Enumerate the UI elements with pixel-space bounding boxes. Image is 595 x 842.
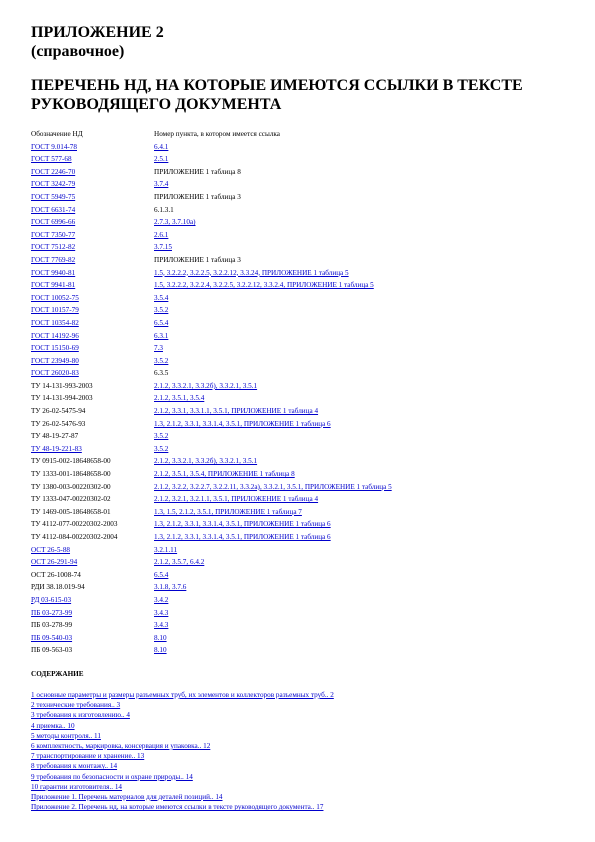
reference-cell <box>154 569 392 582</box>
reference-link[interactable]: 2.1.2, 3.3.2.1, 3.3.2б), 3.3.2.1, 3.5.1 <box>154 381 258 390</box>
designation-link[interactable]: ГОСТ 10354-82 <box>31 318 79 327</box>
table-row <box>31 418 392 431</box>
toc-link[interactable]: 5 методы контроля.. 11 <box>31 731 101 740</box>
reference-link[interactable]: 3.5.2 <box>154 444 169 453</box>
reference-link[interactable]: 3.4.3 <box>154 621 169 630</box>
table-row <box>31 279 392 292</box>
toc-item <box>31 721 334 731</box>
reference-cell <box>154 531 392 544</box>
designation-cell <box>31 506 154 519</box>
toc-link[interactable]: Приложение 2. Перечень нд, на которые имеются ссылки в тексте руководящего документа.. 17 <box>31 803 324 812</box>
reference-cell <box>154 141 392 154</box>
designation-text: ТУ 26-02-5476-93 <box>31 419 86 428</box>
reference-cell <box>154 241 392 254</box>
designation-link[interactable]: ОСТ 26-291-94 <box>31 558 78 567</box>
table-row <box>31 430 392 443</box>
designation-text: ТУ 4112-084-00220302-2004 <box>31 533 118 541</box>
designation-cell <box>31 254 154 267</box>
toc-link[interactable]: 2 технические требования.. 3 <box>31 701 121 710</box>
designation-cell <box>31 178 154 191</box>
toc-link[interactable]: Приложение 1. Перечень материалов для деталей позиций.. 14 <box>31 792 223 801</box>
table-row <box>31 292 392 305</box>
table-row <box>31 644 392 657</box>
designation-cell <box>31 405 154 418</box>
reference-link[interactable]: 2.1.2, 3.3.2.1, 3.3.2б), 3.3.2.1, 3.5.1 <box>154 457 258 466</box>
designation-cell <box>31 191 154 204</box>
designation-link[interactable]: ПБ 09-540-03 <box>31 633 73 642</box>
designation-link[interactable]: ГОСТ 6631-74 <box>31 205 76 214</box>
reference-cell <box>154 304 392 317</box>
reference-link[interactable]: 3.7.15 <box>154 243 172 252</box>
reference-link[interactable]: 3.5.2 <box>154 356 169 365</box>
table-row <box>31 380 392 393</box>
designation-link[interactable]: ГОСТ 23949-80 <box>31 356 79 365</box>
reference-cell <box>154 506 392 519</box>
table-row <box>31 267 392 280</box>
toc-link[interactable]: 3 требования к изготовлению.. 4 <box>31 711 130 720</box>
table-row <box>31 481 392 494</box>
designation-cell <box>31 430 154 443</box>
designation-link[interactable]: ГОСТ 9941-81 <box>31 281 76 290</box>
column-header-reference: Номер пункта, в котором имеется ссылка <box>154 130 280 138</box>
designation-cell <box>31 367 154 380</box>
reference-cell <box>154 468 392 481</box>
designation-cell <box>31 581 154 594</box>
table-row <box>31 544 392 557</box>
toc-item <box>31 761 334 771</box>
contents-title: СОДЕРЖАНИЕ <box>31 670 84 678</box>
table-row <box>31 367 392 380</box>
reference-text: ПРИЛОЖЕНИЕ 1 таблица 3 <box>154 192 241 201</box>
toc-item <box>31 710 334 720</box>
toc-item <box>31 772 334 782</box>
designation-text: ОСТ 26-1008-74 <box>31 570 81 579</box>
reference-cell <box>154 153 392 166</box>
designation-link[interactable]: ПБ 03-273-99 <box>31 608 73 617</box>
designation-link[interactable]: ГОСТ 3242-79 <box>31 180 76 189</box>
table-row <box>31 594 392 607</box>
designation-cell <box>31 166 154 179</box>
designation-cell <box>31 392 154 405</box>
table-row <box>31 254 392 267</box>
designation-cell <box>31 607 154 620</box>
table-row <box>31 607 392 620</box>
designation-text: РДИ 38.18.019-94 <box>31 583 85 592</box>
designation-cell <box>31 619 154 632</box>
table-row <box>31 216 392 229</box>
table-row <box>31 317 392 330</box>
toc-link[interactable]: 8 требования к монтажу.. 14 <box>31 762 118 771</box>
reference-cell <box>154 367 392 380</box>
designation-text: ТУ 14-131-993-2003 <box>31 381 93 390</box>
reference-link[interactable]: 3.5.2 <box>154 432 169 441</box>
designation-cell <box>31 493 154 506</box>
reference-cell <box>154 229 392 242</box>
designation-link[interactable]: ГОСТ 9940-81 <box>31 268 76 277</box>
reference-cell <box>154 443 392 456</box>
table-row <box>31 204 392 217</box>
designation-cell <box>31 292 154 305</box>
table-row <box>31 191 392 204</box>
table-row <box>31 355 392 368</box>
table-row <box>31 330 392 343</box>
designation-cell <box>31 632 154 645</box>
table-row <box>31 493 392 506</box>
reference-link[interactable]: 2.1.2, 3.5.7, 6.4.2 <box>154 558 205 567</box>
designation-cell <box>31 544 154 557</box>
designation-cell <box>31 304 154 317</box>
designation-cell <box>31 556 154 569</box>
reference-cell <box>154 619 392 632</box>
reference-link[interactable]: 3.7.4 <box>154 180 169 189</box>
designation-text: ТУ 14-131-994-2003 <box>31 394 93 403</box>
reference-cell <box>154 594 392 607</box>
designation-cell <box>31 204 154 217</box>
reference-cell <box>154 418 392 431</box>
designation-link[interactable]: ГОСТ 26020-83 <box>31 369 79 378</box>
designation-cell <box>31 216 154 229</box>
table-row <box>31 405 392 418</box>
reference-cell <box>154 317 392 330</box>
reference-link[interactable]: 3.1.8, 3.7.6 <box>154 583 187 592</box>
table-of-contents <box>31 690 334 812</box>
designation-text: ТУ 4112-077-00220302-2003 <box>31 520 118 529</box>
reference-cell <box>154 481 392 494</box>
reference-text: ПРИЛОЖЕНИЕ 1 таблица 8 <box>154 167 241 176</box>
reference-link[interactable]: 1.3, 2.1.2, 3.3.1, 3.3.1.4, 3.5.1, ПРИЛОЖЕНИЕ 1 таблица 6 <box>154 520 331 529</box>
designation-link[interactable]: ГОСТ 10052-75 <box>31 293 79 302</box>
reference-link[interactable]: 1.5, 3.2.2.2, 3.2.2.4, 3.2.2.5, 3.2.2.12, 3.3.2.4, ПРИЛОЖЕНИЕ 1 таблица 5 <box>154 281 374 290</box>
reference-link[interactable]: 2.7.3, 3.7.10а) <box>154 218 196 227</box>
table-row <box>31 342 392 355</box>
reference-link[interactable]: 3.2.1.11 <box>154 545 178 554</box>
reference-cell <box>154 392 392 405</box>
toc-item <box>31 751 334 761</box>
toc-item <box>31 802 334 812</box>
designation-link[interactable]: РД 03-615-03 <box>31 595 72 604</box>
reference-cell <box>154 581 392 594</box>
designation-cell <box>31 153 154 166</box>
designation-link[interactable]: ГОСТ 9.014-78 <box>31 142 77 151</box>
reference-cell <box>154 644 392 657</box>
reference-cell <box>154 191 392 204</box>
designation-link[interactable]: ОСТ 26-5-88 <box>31 545 71 554</box>
designation-cell <box>31 342 154 355</box>
reference-link[interactable]: 1.3, 2.1.2, 3.3.1, 3.3.1.4, 3.5.1, ПРИЛОЖЕНИЕ 1 таблица 6 <box>154 419 331 428</box>
reference-cell <box>154 607 392 620</box>
table-row <box>31 569 392 582</box>
designation-cell <box>31 317 154 330</box>
reference-link[interactable]: 6.3.1 <box>154 331 169 340</box>
designation-cell <box>31 644 154 657</box>
reference-link[interactable]: 6.5.4 <box>154 570 169 579</box>
reference-link[interactable]: 1.3, 2.1.2, 3.3.1, 3.3.1.4, 3.5.1, ПРИЛОЖЕНИЕ 1 таблица 6 <box>154 533 331 541</box>
designation-cell <box>31 455 154 468</box>
table-row <box>31 531 392 544</box>
designation-text: ПБ 03-278-99 <box>31 621 73 630</box>
toc-link[interactable]: 9 требования по безопасности и охране природы.. 14 <box>31 772 193 781</box>
reference-link[interactable]: 1.5, 3.2.2.2, 3.2.2.5, 3.2.2.12, 3.3.24, ПРИЛОЖЕНИЕ 1 таблица 5 <box>154 268 349 277</box>
reference-link[interactable]: 2.1.2, 3.3.1, 3.3.1.1, 3.5.1, ПРИЛОЖЕНИЕ 1 таблица 4 <box>154 407 319 416</box>
designation-cell <box>31 443 154 456</box>
toc-item <box>31 741 334 751</box>
appendix-subheading: (справочное) <box>31 43 125 60</box>
reference-link[interactable]: 2.1.2, 3.2.2, 3.2.2.7, 3.2.2.11, 3.3.2а), 3.3.2.1, 3.5.1, ПРИЛОЖЕНИЕ 1 таблица 5 <box>154 482 392 491</box>
designation-text: ТУ 0915-002-18648658-00 <box>31 457 111 466</box>
toc-link[interactable]: 7 транспортирование и хранение.. 13 <box>31 752 145 761</box>
toc-link[interactable]: 1 основные параметры и размеры разъемных труб, их элементов и коллекторов разъемных труб.. 2 <box>31 691 334 699</box>
designation-cell <box>31 594 154 607</box>
reference-cell <box>154 632 392 645</box>
designation-link[interactable]: ГОСТ 7350-77 <box>31 230 76 239</box>
toc-item <box>31 731 334 741</box>
reference-cell <box>154 292 392 305</box>
reference-cell <box>154 430 392 443</box>
designation-text: ТУ 1380-003-00220302-00 <box>31 482 111 491</box>
reference-link[interactable]: 1.3, 1.5, 2.1.2, 3.5.1, ПРИЛОЖЕНИЕ 1 таблица 7 <box>154 507 302 516</box>
reference-cell <box>154 342 392 355</box>
reference-cell <box>154 405 392 418</box>
reference-cell <box>154 178 392 191</box>
table-row <box>31 304 392 317</box>
reference-link[interactable]: 8.10 <box>154 633 167 642</box>
designation-cell <box>31 531 154 544</box>
designation-link[interactable]: ТУ 48-19-221-83 <box>31 444 82 453</box>
table-row <box>31 141 392 154</box>
reference-link[interactable]: 3.5.2 <box>154 306 169 315</box>
table-row <box>31 468 392 481</box>
reference-link[interactable]: 2.1.2, 3.5.1, 3.5.4, ПРИЛОЖЕНИЕ 1 таблица 8 <box>154 470 295 479</box>
designation-text: ТУ 48-19-27-87 <box>31 432 79 441</box>
table-row <box>31 241 392 254</box>
designation-cell <box>31 569 154 582</box>
reference-link[interactable]: 3.4.2 <box>154 595 169 604</box>
reference-cell <box>154 493 392 506</box>
reference-cell <box>154 279 392 292</box>
toc-link[interactable]: 10 гарантии изготовителя.. 14 <box>31 782 123 791</box>
reference-cell <box>154 330 392 343</box>
designation-link[interactable]: ГОСТ 2246-70 <box>31 167 76 176</box>
designation-text: ТУ 1333-047-00220302-02 <box>31 495 111 504</box>
reference-link[interactable]: 2.1.2, 3.2.1, 3.2.1.1, 3.5.1, ПРИЛОЖЕНИЕ 1 таблица 4 <box>154 495 319 504</box>
references-table <box>31 128 392 657</box>
designation-cell <box>31 241 154 254</box>
designation-cell <box>31 141 154 154</box>
table-row <box>31 392 392 405</box>
appendix-heading: ПРИЛОЖЕНИЕ 2 <box>31 24 164 41</box>
reference-link[interactable]: 2.1.2, 3.5.1, 3.5.4 <box>154 394 205 403</box>
reference-cell <box>154 355 392 368</box>
designation-link[interactable]: ГОСТ 14192-96 <box>31 331 79 340</box>
table-row <box>31 518 392 531</box>
reference-cell <box>154 455 392 468</box>
table-row <box>31 619 392 632</box>
reference-link[interactable]: 8.10 <box>154 646 167 655</box>
table-row <box>31 166 392 179</box>
designation-cell <box>31 330 154 343</box>
table-row <box>31 506 392 519</box>
table-row <box>31 443 392 456</box>
toc-item <box>31 782 334 792</box>
reference-link[interactable]: 2.6.1 <box>154 230 169 239</box>
table-header-row <box>31 128 392 141</box>
table-row <box>31 455 392 468</box>
reference-text: 6.1.3.1 <box>154 205 174 214</box>
designation-text: ТУ 26-02-5475-94 <box>31 407 86 416</box>
reference-cell <box>154 254 392 267</box>
table-row <box>31 153 392 166</box>
designation-cell <box>31 418 154 431</box>
reference-cell <box>154 267 392 280</box>
table-row <box>31 581 392 594</box>
reference-cell <box>154 544 392 557</box>
reference-link[interactable]: 3.4.3 <box>154 608 169 617</box>
column-header-designation: Обозначение НД <box>31 130 83 138</box>
toc-link[interactable]: 6 комплектность, маркировка, консервация и упаковка.. 12 <box>31 741 211 750</box>
designation-text: ТУ 1469-005-18648658-01 <box>31 507 111 516</box>
table-row <box>31 632 392 645</box>
designation-cell <box>31 468 154 481</box>
document-title: ПЕРЕЧЕНЬ НД, НА КОТОРЫЕ ИМЕЮТСЯ ССЫЛКИ В ТЕКСТЕ РУКОВОДЯЩЕГО ДОКУМЕНТА <box>31 77 523 113</box>
designation-cell <box>31 279 154 292</box>
toc-item <box>31 700 334 710</box>
reference-text: 6.3.5 <box>154 369 169 378</box>
reference-cell <box>154 216 392 229</box>
reference-cell <box>154 380 392 393</box>
designation-link[interactable]: ГОСТ 577-68 <box>31 155 72 164</box>
designation-cell <box>31 267 154 280</box>
designation-cell <box>31 518 154 531</box>
designation-cell <box>31 355 154 368</box>
reference-link[interactable]: 3.5.4 <box>154 293 169 302</box>
reference-cell <box>154 556 392 569</box>
designation-link[interactable]: ГОСТ 5949-75 <box>31 192 76 201</box>
reference-link[interactable]: 7.3 <box>154 344 163 353</box>
toc-item <box>31 690 334 700</box>
toc-item <box>31 792 334 802</box>
designation-link[interactable]: ГОСТ 7769-82 <box>31 255 76 264</box>
reference-cell <box>154 518 392 531</box>
designation-cell <box>31 229 154 242</box>
reference-link[interactable]: 6.5.4 <box>154 318 169 327</box>
reference-link[interactable]: 2.5.1 <box>154 155 169 164</box>
reference-cell <box>154 204 392 217</box>
table-row <box>31 229 392 242</box>
designation-cell <box>31 481 154 494</box>
toc-link[interactable]: 4 приемка.. 10 <box>31 721 75 730</box>
designation-text: ПБ 09-563-03 <box>31 646 73 655</box>
table-row <box>31 178 392 191</box>
designation-link[interactable]: ГОСТ 7512-82 <box>31 243 76 252</box>
designation-link[interactable]: ГОСТ 6996-66 <box>31 218 76 227</box>
designation-link[interactable]: ГОСТ 15150-69 <box>31 344 79 353</box>
designation-text: ТУ 1333-001-18648658-00 <box>31 470 111 479</box>
reference-cell <box>154 166 392 179</box>
reference-link[interactable]: 6.4.1 <box>154 142 169 151</box>
designation-cell <box>31 380 154 393</box>
designation-link[interactable]: ГОСТ 10157-79 <box>31 306 79 315</box>
table-row <box>31 556 392 569</box>
reference-text: ПРИЛОЖЕНИЕ 1 таблица 3 <box>154 255 241 264</box>
